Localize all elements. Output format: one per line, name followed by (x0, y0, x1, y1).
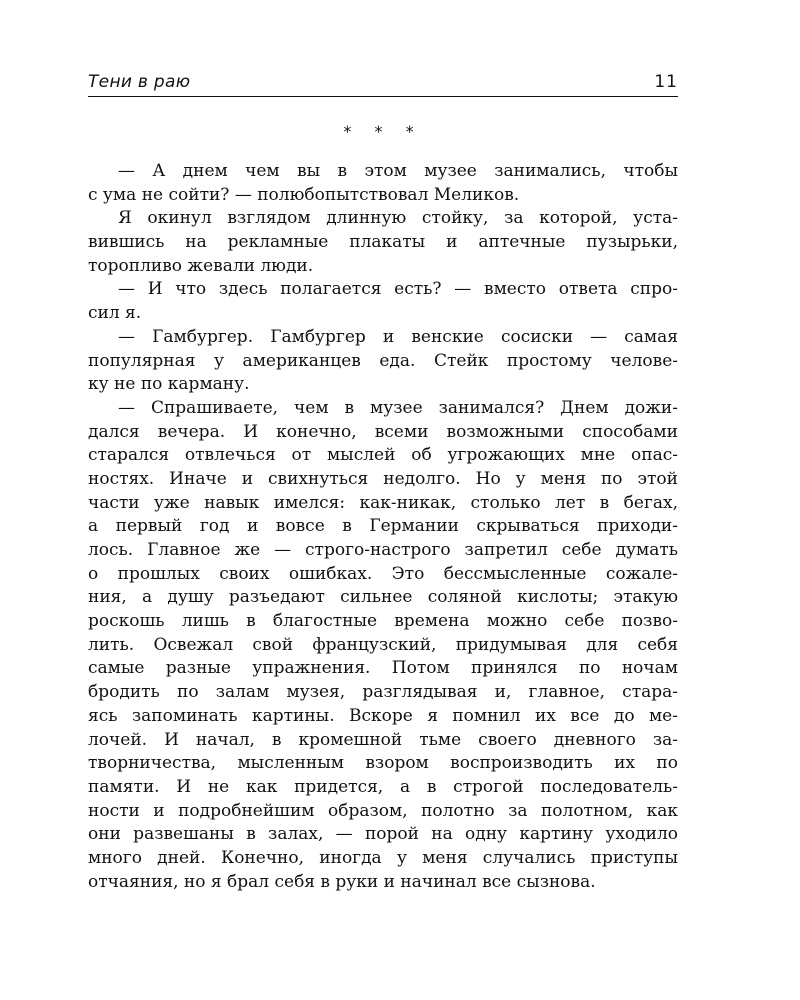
text-line: Я окинул взглядом длинную стойку, за которой, уста- (118, 208, 678, 229)
book-page (88, 0, 678, 1000)
text-line: вившись на рекламные плакаты и аптечные пузырьки, (88, 232, 678, 253)
text-line: ния, а душу разъедают сильнее соляной кислоты; этакую (88, 587, 678, 608)
text-line: — И что здесь полагается есть? — вместо ответа спро- (118, 279, 678, 300)
text-line: ясь запоминать картины. Вскоре я помнил их все до ме- (88, 705, 678, 726)
body-text (88, 160, 678, 894)
text-line: ностях. Иначе и свихнуться недолго. Но у меня по этой (88, 468, 678, 489)
text-line: лочей. И начал, в кромешной тьме своего дневного за- (88, 729, 678, 750)
text-line: — А днем чем вы в этом музее занимались, чтобы (118, 161, 678, 181)
text-line: а первый год и вовсе в Германии скрываться приходи- (88, 516, 678, 537)
text-line: лось. Главное же — строго-настрого запретил себе думать (88, 540, 678, 560)
text-line: они развешаны в залах, — порой на одну картину уходило (88, 824, 678, 845)
text-line: с ума не сойти? — полюбопытствовал Меликов. (88, 184, 520, 205)
text-line: сил я. (88, 303, 142, 324)
text-line: о прошлых своих ошибках. Это бессмысленные сожале- (88, 563, 678, 584)
page-number: 11 (654, 72, 678, 92)
text-line: отчаяния, но я брал себя в руки и начинал все сызнова. (88, 871, 596, 892)
text-line: ку не по карману. (88, 374, 250, 395)
running-header (88, 70, 678, 97)
text-line: — Спрашиваете, чем в музее занимался? Днем дожи- (118, 397, 678, 418)
text-line: ности и подробнейшим образом, полотно за полотном, как (88, 800, 678, 821)
text-line: бродить по залам музея, разглядывая и, главное, стара- (88, 682, 678, 703)
text-line: творничества, мысленным взором воспроизводить их по (88, 753, 678, 774)
text-line: памяти. И не как придется, а в строгой последователь- (88, 776, 678, 797)
text-line: много дней. Конечно, иногда у меня случались приступы (88, 847, 678, 868)
section-separator: * * * (343, 122, 423, 141)
text-line: старался отвлечься от мыслей об угрожающих мне опас- (88, 445, 678, 466)
book-title: Тени в раю (88, 72, 191, 92)
text-line: части уже навык имелся: как-никак, столько лет в бегах, (88, 492, 678, 513)
text-line: дался вечера. И конечно, всеми возможными способами (88, 421, 678, 442)
text-line: роскошь лишь в благостные времена можно себе позво- (88, 611, 678, 632)
text-line: торопливо жевали люди. (88, 255, 314, 276)
text-line: самые разные упражнения. Потом принялся по ночам (88, 658, 678, 679)
text-line: популярная у американцев еда. Стейк простому челове- (88, 350, 678, 371)
text-line: — Гамбургер. Гамбургер и венские сосиски — самая (118, 326, 678, 347)
text-line: лить. Освежал свой французский, придумывая для себя (88, 634, 678, 655)
